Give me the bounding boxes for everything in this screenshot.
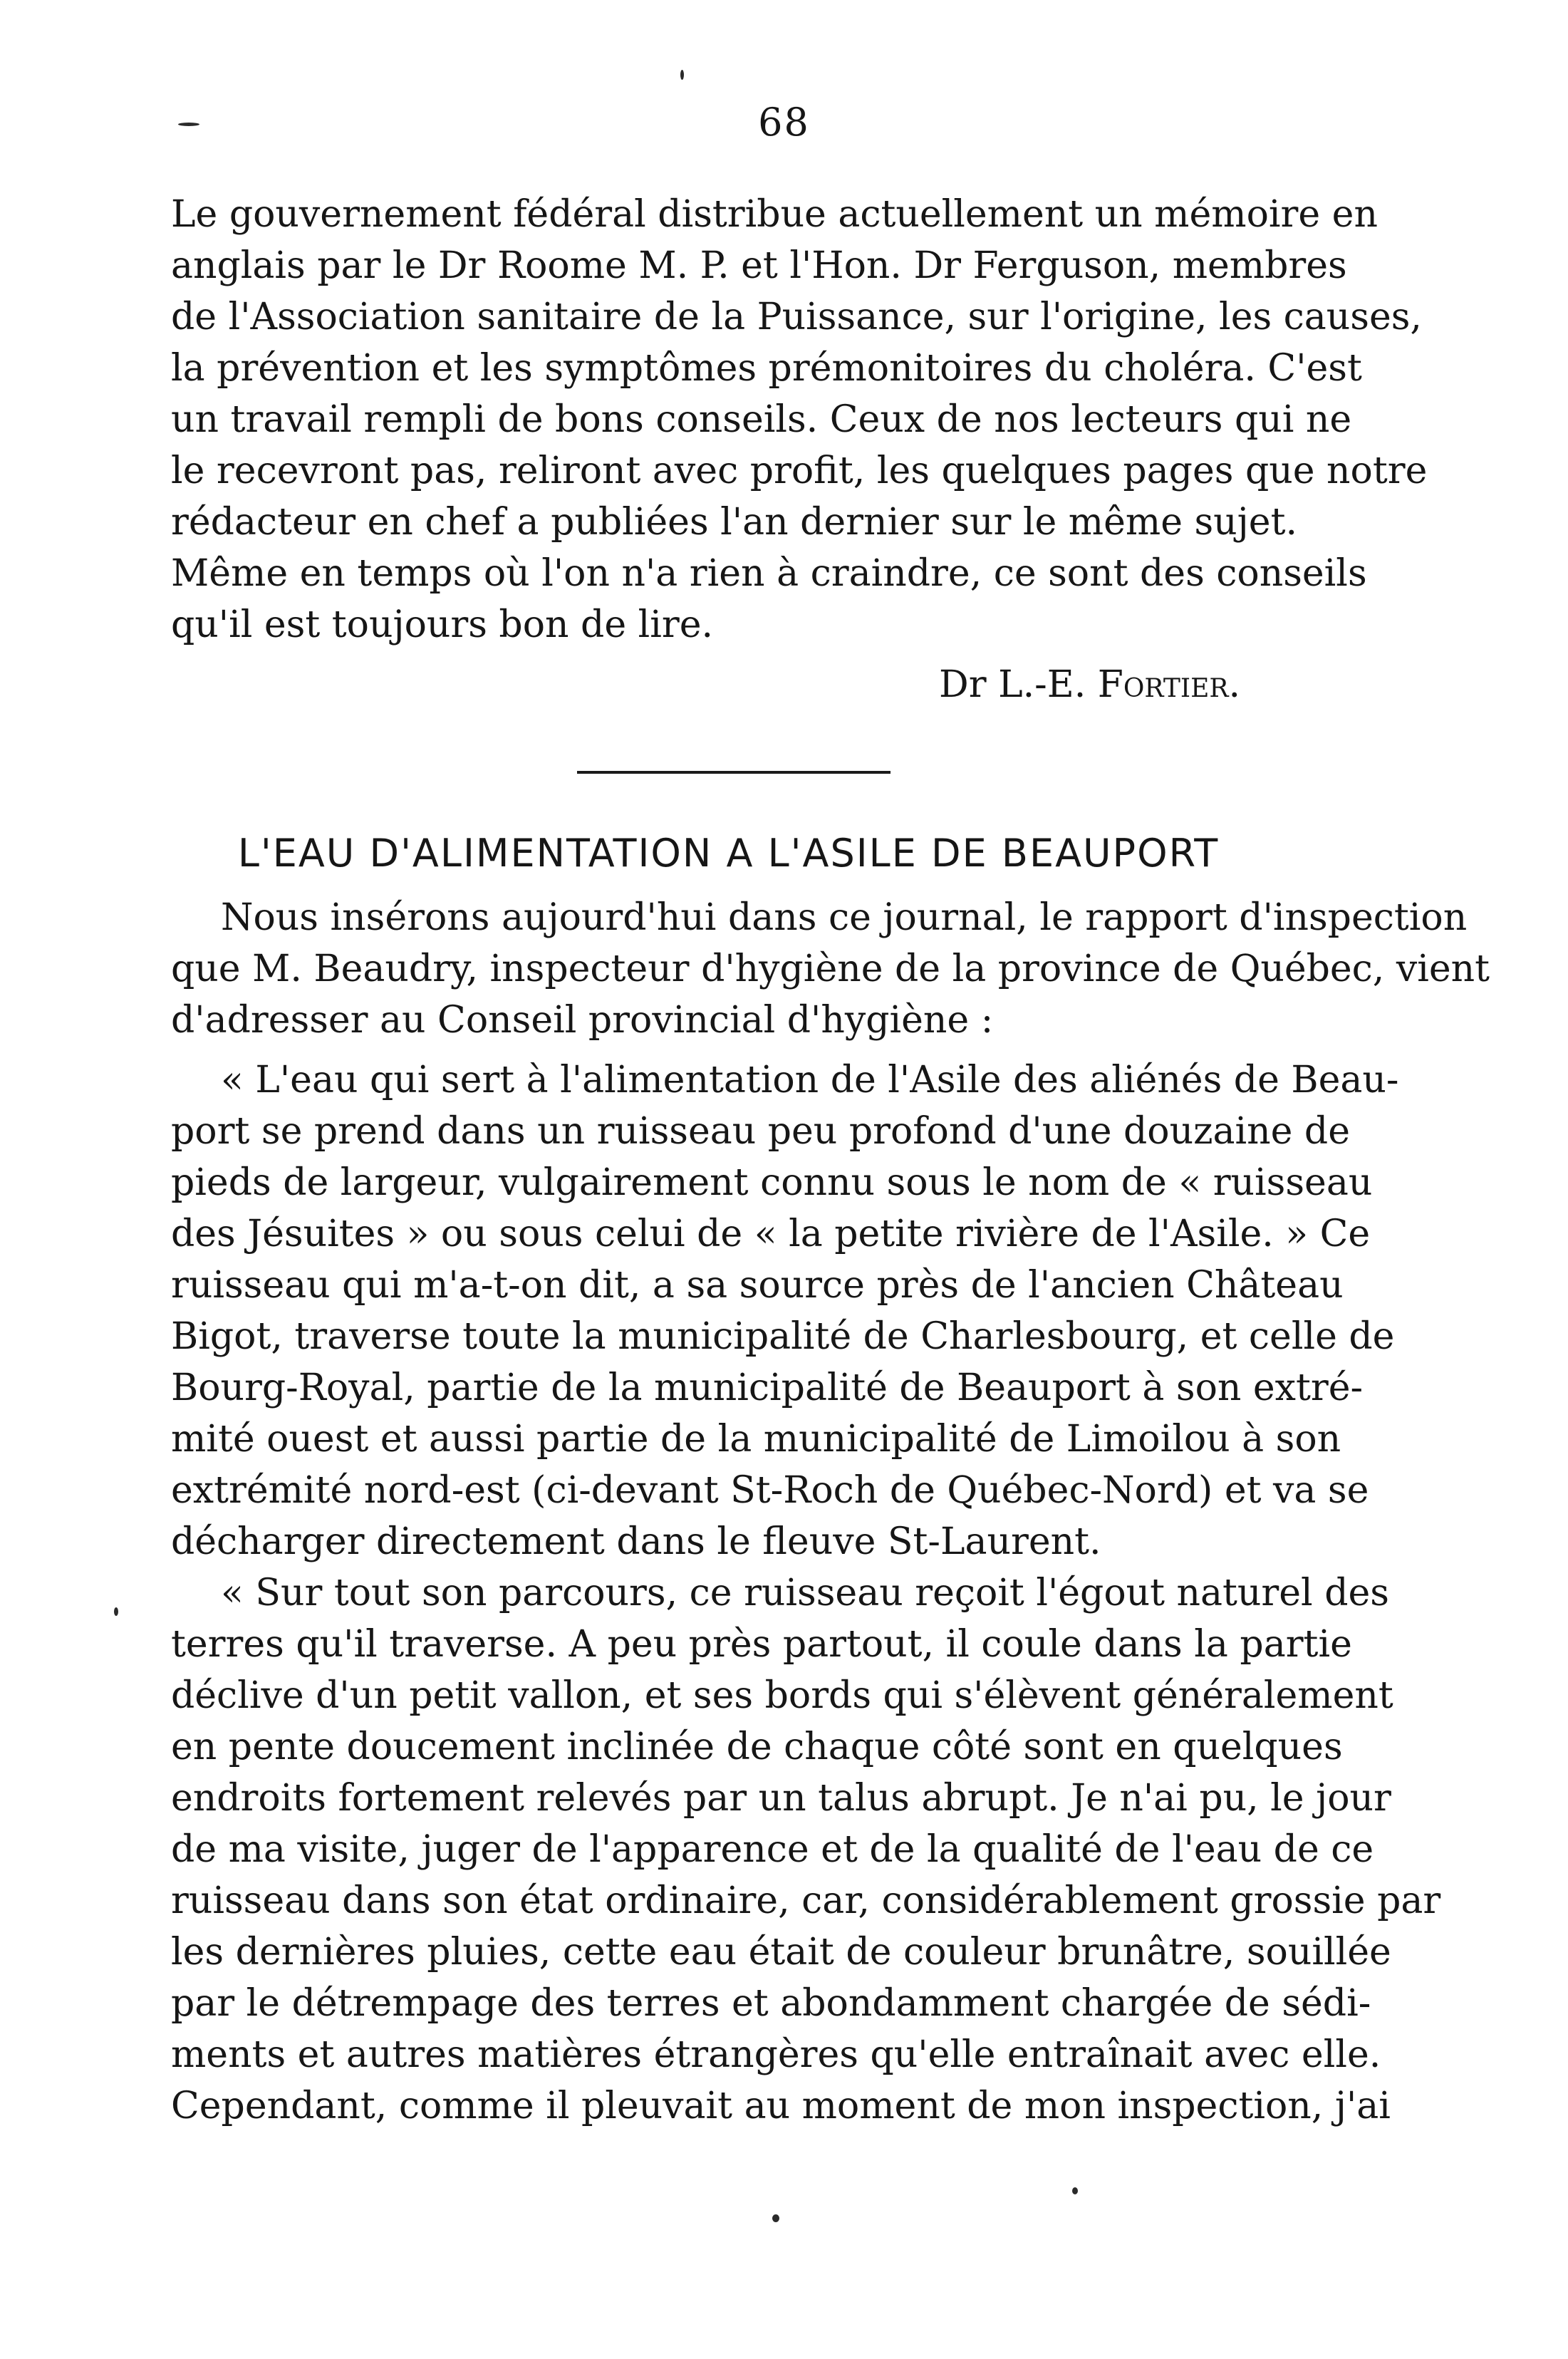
text-line: « L'eau qui sert à l'alimentation de l'Asile des aliénés de Beau- <box>221 1059 1399 1101</box>
text-line: ments et autres matières étrangères qu'elle entraînait avec elle. <box>171 2033 1381 2076</box>
text-line: qu'il est toujours bon de lire. <box>171 603 714 646</box>
scan-speck <box>680 70 684 80</box>
text-line: par le détrempage des terres et abondamment chargée de sédi- <box>171 1982 1371 2025</box>
text-line: pieds de largeur, vulgairement connu sous le nom de « ruisseau <box>171 1161 1373 1204</box>
paragraph-fortier <box>171 189 1428 650</box>
scan-speck <box>114 1607 118 1616</box>
text-line: Cependant, comme il pleuvait au moment de mon inspection, j'ai <box>171 2085 1391 2127</box>
text-line: déclive d'un petit vallon, et ses bords qui s'élèvent généralement <box>171 1674 1393 1717</box>
signature-prefix: Dr L.-E. <box>939 663 1098 706</box>
text-line: la prévention et les symptômes prémonitoires du choléra. C'est <box>171 347 1362 390</box>
text-line: port se prend dans un ruisseau peu profond d'une douzaine de <box>171 1110 1350 1153</box>
quote-paragraph-1 <box>171 1054 1399 1567</box>
article-intro <box>171 892 1490 1046</box>
text-line: rédacteur en chef a publiées l'an dernier sur le même sujet. <box>171 501 1297 544</box>
text-line: un travail rempli de bons conseils. Ceux de nos lecteurs qui ne <box>171 398 1352 441</box>
text-line: mité ouest et aussi partie de la municipalité de Limoilou à son <box>171 1418 1341 1461</box>
text-line: ruisseau dans son état ordinaire, car, considérablement grossie par <box>171 1880 1441 1922</box>
text-line: Bigot, traverse toute la municipalité de Charlesbourg, et celle de <box>171 1315 1395 1358</box>
quote-paragraph-2 <box>171 1567 1441 2132</box>
scan-speck <box>772 2214 779 2222</box>
text-line: des Jésuites » ou sous celui de « la petite rivière de l'Asile. » Ce <box>171 1213 1371 1255</box>
text-line: endroits fortement relevés par un talus abrupt. Je n'ai pu, le jour <box>171 1777 1391 1820</box>
text-line: le recevront pas, reliront avec profit, les quelques pages que notre <box>171 450 1428 492</box>
text-line: d'adresser au Conseil provincial d'hygiène : <box>171 999 994 1042</box>
text-line: Bourg-Royal, partie de la municipalité de Beauport à son extré- <box>171 1367 1364 1409</box>
scan-speck <box>178 123 199 126</box>
author-signature <box>939 659 1240 710</box>
text-line: Le gouvernement fédéral distribue actuellement un mémoire en <box>171 193 1378 236</box>
text-line: de l'Association sanitaire de la Puissance, sur l'origine, les causes, <box>171 296 1422 338</box>
page-number: 68 <box>758 100 810 145</box>
text-line: en pente doucement inclinée de chaque côté sont en quelques <box>171 1726 1343 1768</box>
text-line: ruisseau qui m'a-t-on dit, a sa source près de l'ancien Château <box>171 1264 1344 1307</box>
section-divider <box>577 771 891 774</box>
text-line: les dernières pluies, cette eau était de couleur brunâtre, souillée <box>171 1931 1391 1974</box>
text-line: extrémité nord-est (ci-devant St-Roch de Québec-Nord) et va se <box>171 1469 1369 1512</box>
text-line: anglais par le Dr Roome M. P. et l'Hon. Dr Ferguson, membres <box>171 244 1347 287</box>
scan-speck <box>1072 2187 1078 2194</box>
text-line: de ma visite, juger de l'apparence et de la qualité de l'eau de ce <box>171 1828 1374 1871</box>
text-line: Nous insérons aujourd'hui dans ce journal, le rapport d'inspection <box>221 896 1468 939</box>
text-line: « Sur tout son parcours, ce ruisseau reçoit l'égout naturel des <box>221 1572 1389 1614</box>
signature-name: Fortier. <box>1097 663 1240 706</box>
article-heading: L'EAU D'ALIMENTATION A L'ASILE DE BEAUPORT <box>237 831 1220 876</box>
text-line: que M. Beaudry, inspecteur d'hygiène de la province de Québec, vient <box>171 948 1490 990</box>
text-line: terres qu'il traverse. A peu près partout, il coule dans la partie <box>171 1623 1352 1666</box>
text-line: Même en temps où l'on n'a rien à craindre, ce sont des conseils <box>171 552 1367 595</box>
text-line: décharger directement dans le fleuve St-Laurent. <box>171 1520 1101 1563</box>
